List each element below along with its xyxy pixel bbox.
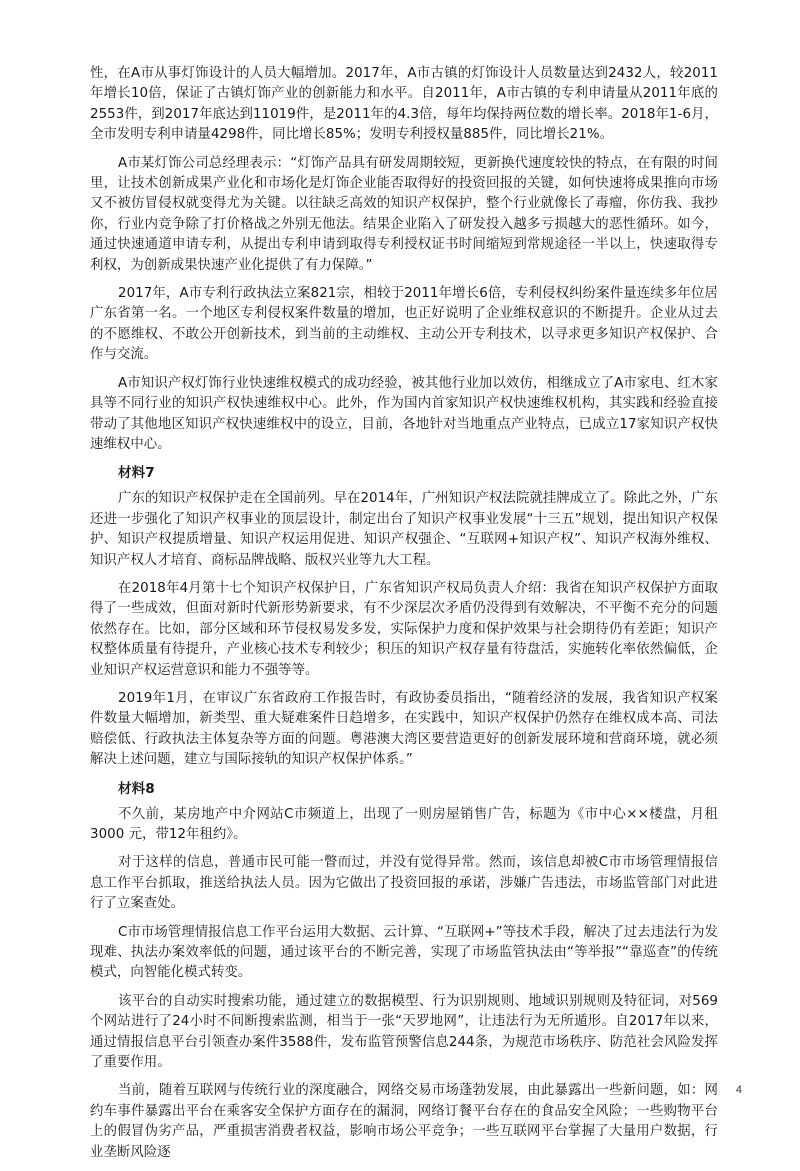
body-paragraph: 该平台的自动实时搜索功能，通过建立的数据模型、行为识别规则、地域识别规则及特征词，对569个网站进行了24小时不间断搜索监测，相当于一张“天罗地网”，让违法行为无所遁形。自2017年以来，通过情报信息平台引领查办案件3588件，发布监管预警信息244条，为规范市场秩序、防范社会风险发挥了重要作用。 [90, 993, 718, 1071]
body-paragraph: 在2018年4月第十七个知识产权保护日，广东省知识产权局负责人介绍：我省在知识产权保护方面取得了一些成效，但面对新时代新形势新要求，有不少深层次矛盾仍没得到有效解决，不平衡不充分的问题依然存在。比如，部分区域和环节侵权易发多发，实际保护力度和保护效果与社会期待仍有差距；知识产权整体质量有待提升，产业核心技术专利较少；积压的知识产权存量有待盘活，实施转化率依然偏低，企业知识产权运营意识和能力不强等等。 [90, 580, 718, 678]
body-paragraph: 广东的知识产权保护走在全国前列。早在2014年，广州知识产权法院就挂牌成立了。除此之外，广东还进一步强化了知识产权事业的顶层设计，制定出台了知识产权事业发展“十三五”规划，提出知识产权保护、知识产权提质增量、知识产权运用促进、知识产权强企、“互联网+知识产权”、知识产权海外维权、知识产权人才培育、商标品牌战略、版权兴业等九大工程。 [90, 491, 718, 568]
body-paragraph: 对于这样的信息，普通市民可能一瞥而过，并没有觉得异常。然而，该信息却被C市市场管理情报信息工作平台抓取，推送给执法人员。因为它做出了投资回报的承诺，涉嫌广告违法，市场监管部门对此进行了立案查处。 [90, 855, 718, 912]
body-paragraph: 不久前，某房地产中介网站C市频道上，出现了一则房屋销售广告，标题为《市中心××楼盘，月租3000 元，带12年租约》。 [90, 806, 718, 842]
page-number: 4 [735, 1084, 742, 1096]
body-paragraph: 当前，随着互联网与传统行业的深度融合，网络交易市场蓬勃发展，由此暴露出一些新问题，如：网约车事件暴露出平台在乘客安全保护方面存在的漏洞，网络订餐平台存在的食品安全风险；一些购物平台上的假冒伪劣产品，严重损害消费者权益，影响市场公平竞争；一些互联网平台掌握了大量用户数据，行业垄断风险逐 [90, 1083, 718, 1160]
body-paragraph: 2019年1月，在审议广东省政府工作报告时，有政协委员指出，“随着经济的发展，我省知识产权案件数量大幅增加，新类型、重大疑难案件日趋增多，在实践中，知识产权保护仍然存在维权成本高、司法赔偿低、行政执法主体复杂等方面的问题。粤港澳大湾区要营造更好的创新发展环境和营商环境，就必须解决上述问题，建立与国际接轨的知识产权保护体系。” [90, 690, 718, 768]
section-heading: 材料7 [118, 465, 155, 482]
body-paragraph: 性，在A市从事灯饰设计的人员大幅增加。2017年，A市古镇的灯饰设计人员数量达到2432人，较2011年增长10倍，保证了古镇灯饰产业的创新能力和水平。自2011年，A市古镇的专利申请量从2011年底的2553件，到2017年底达到11019件，是2011年的4.3倍，每年均保持两位数的增长率。2018年1-6月，全市发明专利申请量4298件，同比增长85%；发明专利授权量885件，同比增长21%。 [90, 66, 718, 143]
body-paragraph: 2017年，A市专利行政执法立案821宗，相较于2011年增长6倍，专利侵权纠纷案件量连续多年位居广东省第一名。一个地区专利侵权案件数量的增加，也正好说明了企业维权意识的不断提升。企业从过去的不愿维权、不敢公开创新技术，到当前的主动维权、主动公开专利技术，以寻求更多知识产权保护、合作与交流。 [90, 286, 718, 363]
body-paragraph: A市某灯饰公司总经理表示：“灯饰产品具有研发周期较短，更新换代速度较快的特点，在有限的时间里，让技术创新成果产业化和市场化是灯饰企业能否取得好的投资回报的关键，如何快速将成果推向市场又不被仿冒侵权就变得尤为关键。以往缺乏高效的知识产权保护，整个行业就像长了毒瘤，你仿我、我抄你，行业内竞争除了打价格战之外别无他法。结果企业陷入了研发投入越多亏损越大的恶性循环。如今，通过快速通道申请专利，从提出专利申请到取得专利授权证书时间缩短到常规途径一半以上，快速取得专利权，为创新成果快速产业化提供了有力保障。” [90, 155, 718, 273]
body-paragraph: C市市场管理情报信息工作平台运用大数据、云计算、“互联网+”等技术手段，解决了过去违法行为发现难、执法办案效率低的问题，通过该平台的不断完善，实现了市场监管执法由“等举报”“靠巡查”的传统模式，向智能化模式转变。 [90, 924, 718, 981]
body-paragraph: A市知识产权灯饰行业快速维权模式的成功经验，被其他行业加以效仿，相继成立了A市家电、红木家具等不同行业的知识产权快速维权中心。此外，作为国内首家知识产权快速维权机构，其实践和经验直接带动了其他地区知识产权快速维权中的设立，目前，各地针对当地重点产业特点，已成立17家知识产权快速维权中心。 [90, 375, 718, 452]
section-heading: 材料8 [118, 780, 155, 797]
document-page [90, 64, 718, 1171]
